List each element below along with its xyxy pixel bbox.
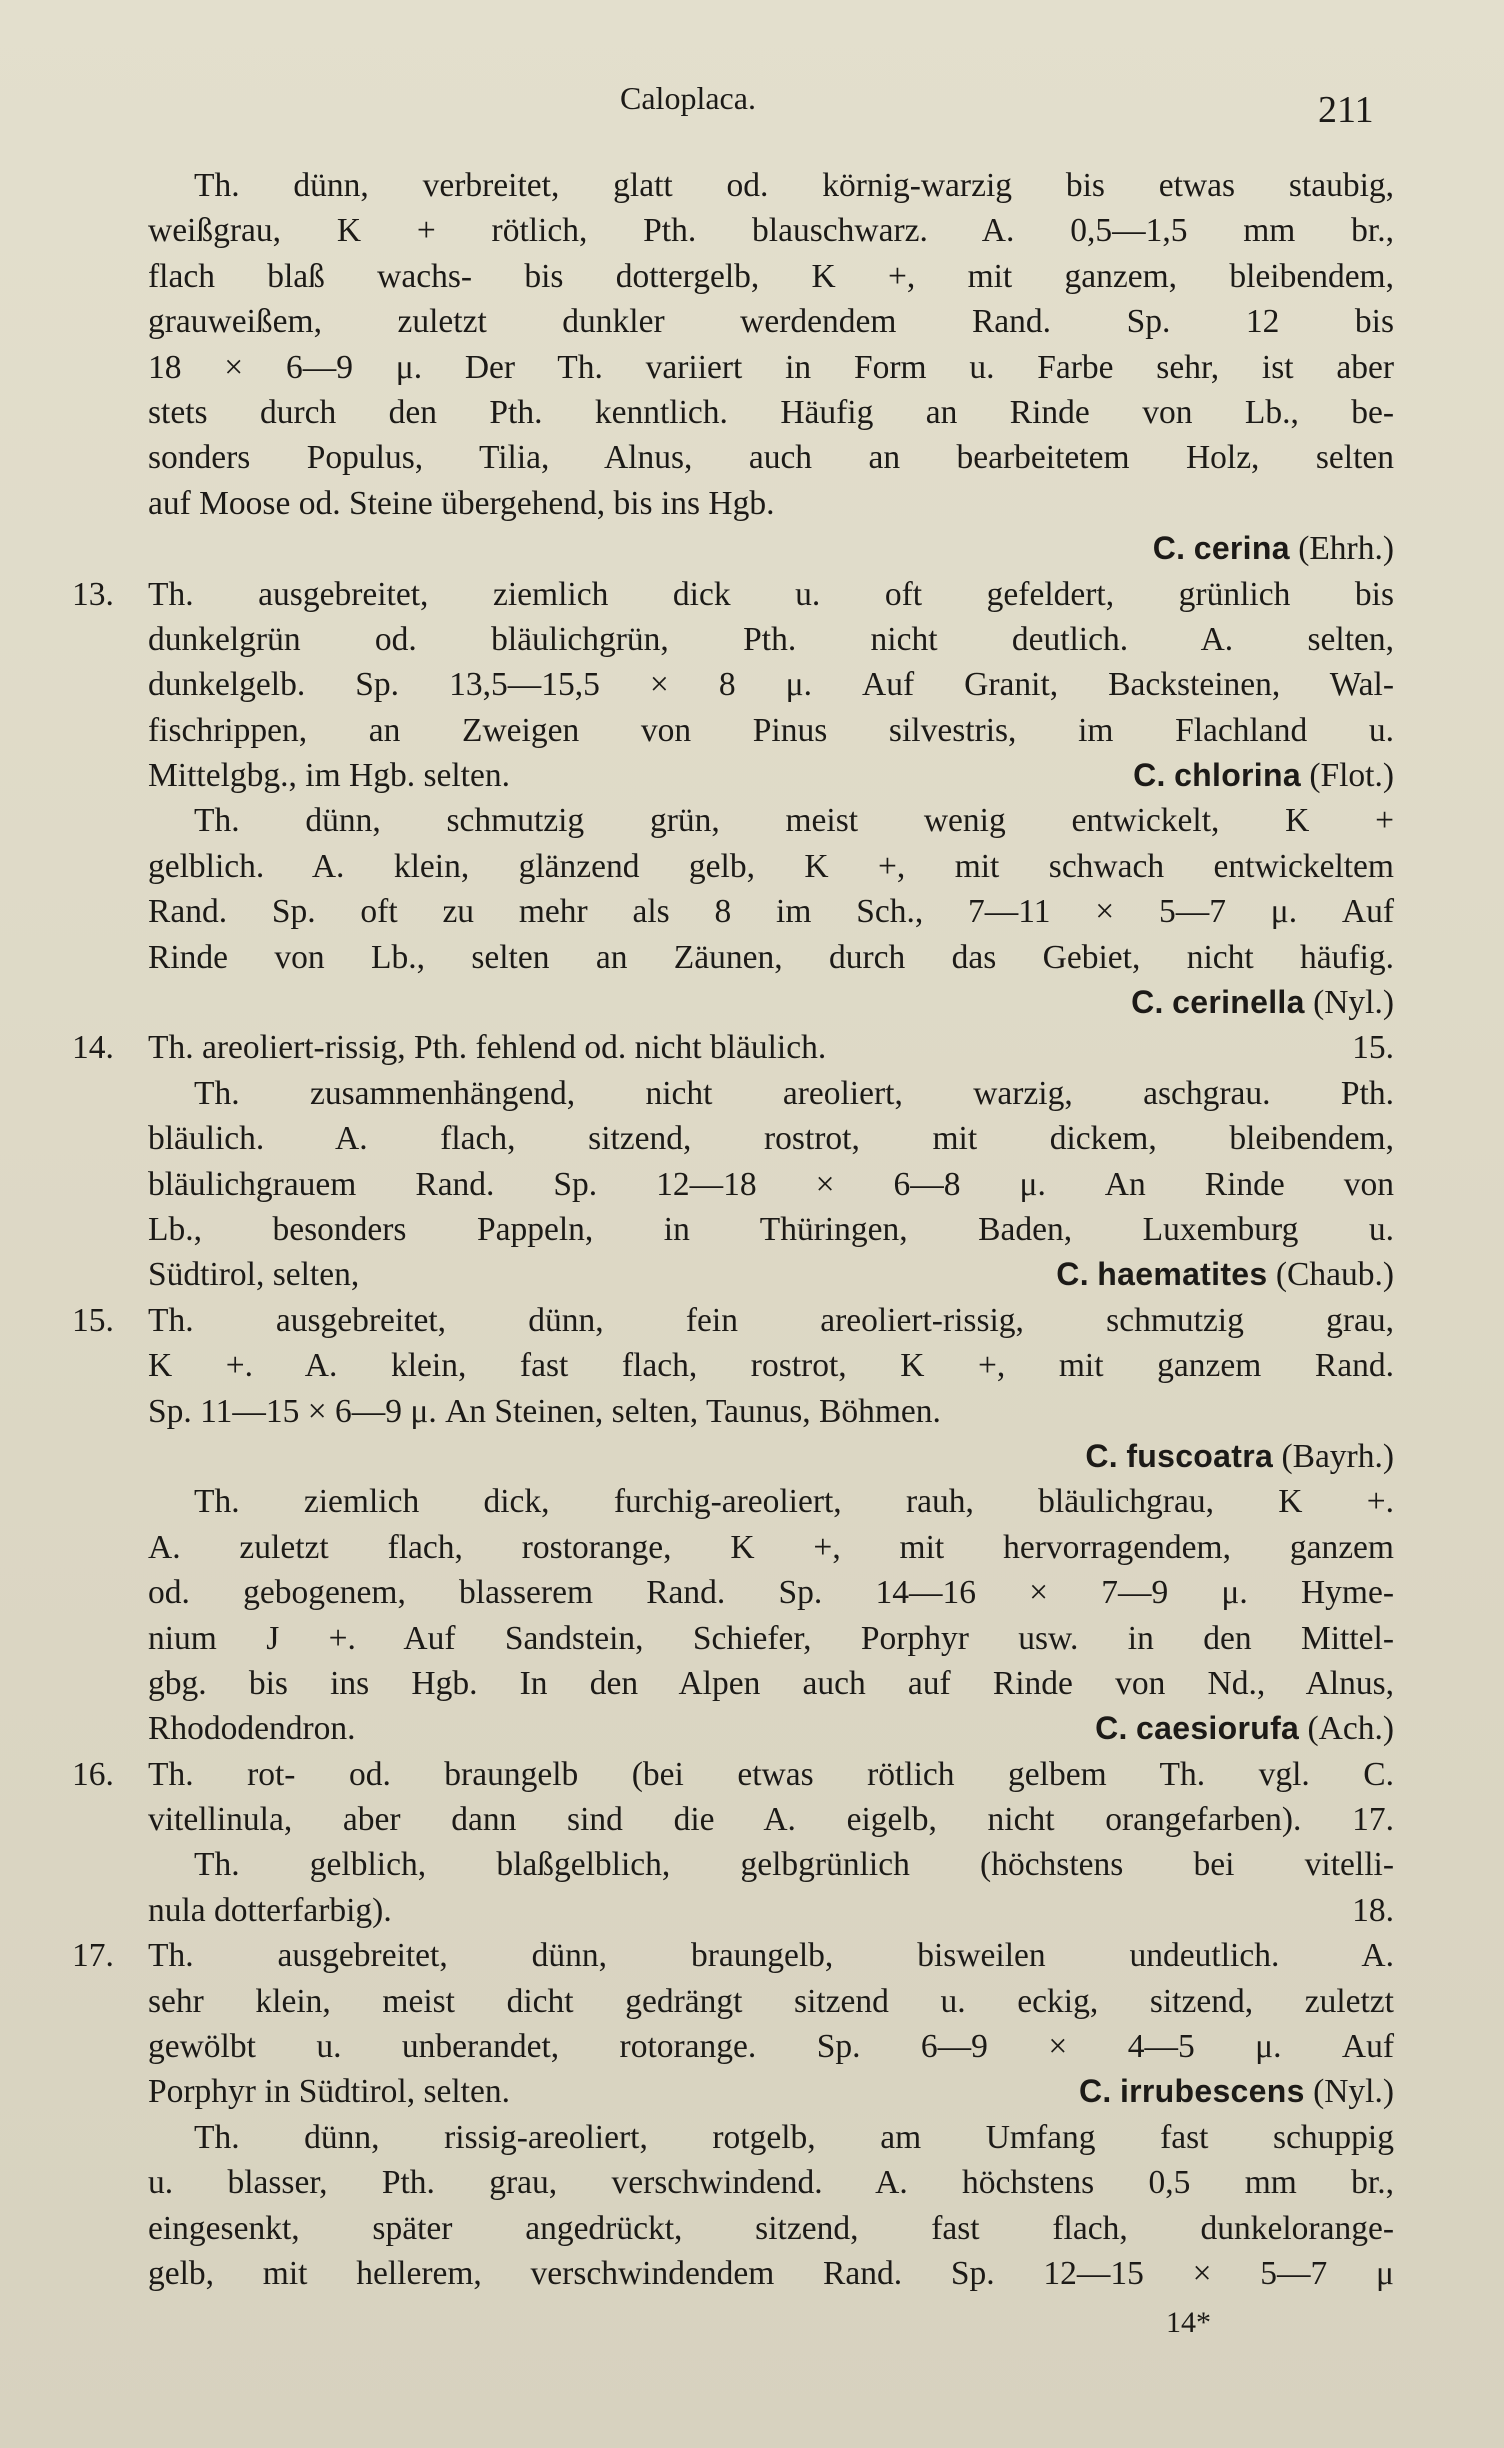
line-text: weißgrau, K + rötlich, Pth. blauschwarz. A. 0,5—1,5 mm br., bbox=[148, 212, 1394, 250]
text-line bbox=[40, 844, 1450, 889]
text-line bbox=[40, 708, 1450, 753]
line-text: Südtirol, selten, bbox=[148, 1256, 360, 1294]
text-line bbox=[40, 1933, 1450, 1978]
line-text: eingesenkt, später angedrückt, sitzend, fast flach, dunkelorange- bbox=[148, 2209, 1394, 2247]
key-lead-target: 18. bbox=[1352, 1891, 1394, 1929]
species-author: (Ehrh.) bbox=[1298, 530, 1394, 568]
species-name bbox=[1085, 1434, 1394, 1479]
species-author: (Flot.) bbox=[1309, 757, 1394, 795]
line-text: dunkelgrün od. bläulichgrün, Pth. nicht deutlich. A. selten, bbox=[148, 620, 1394, 658]
text-line bbox=[40, 1752, 1450, 1797]
line-text: Th. rot- od. braungelb (bei etwas rötlich gelbem Th. vgl. C. bbox=[148, 1755, 1394, 1793]
text-line bbox=[40, 1706, 1450, 1751]
running-header: Caloplaca. bbox=[620, 80, 756, 116]
line-text: gbg. bis ins Hgb. In den Alpen auch auf Rinde von Nd., Alnus, bbox=[148, 1664, 1394, 1702]
text-line bbox=[40, 208, 1450, 253]
text-line bbox=[40, 1434, 1450, 1479]
line-text: Porphyr in Südtirol, selten. bbox=[148, 2073, 510, 2111]
text-line bbox=[40, 1525, 1450, 1570]
line-text: Th. areoliert-rissig, Pth. fehlend od. nicht bläulich. bbox=[148, 1029, 827, 1067]
key-couplet-number: 14. bbox=[72, 1029, 114, 1067]
species-name bbox=[1079, 2069, 1394, 2114]
text-line bbox=[40, 1025, 1450, 1070]
species-name bbox=[1056, 1252, 1394, 1297]
text-line bbox=[40, 1343, 1450, 1388]
line-text: Th. dünn, verbreitet, glatt od. körnig-warzig bis etwas staubig, bbox=[194, 167, 1394, 204]
species-epithet: haematites bbox=[1097, 1256, 1268, 1293]
line-text: auf Moose od. Steine übergehend, bis ins Hgb. bbox=[148, 484, 775, 522]
line-text: gelblich. A. klein, glänzend gelb, K +, mit schwach entwickeltem bbox=[148, 847, 1394, 885]
text-line bbox=[40, 662, 1450, 707]
species-epithet: irrubescens bbox=[1119, 2073, 1305, 2110]
line-text: Lb., besonders Pappeln, in Thüringen, Baden, Luxemburg u. bbox=[148, 1210, 1394, 1248]
genus-abbrev: C. bbox=[1085, 1437, 1118, 1474]
line-text: Th. ausgebreitet, dünn, braungelb, bisweilen undeutlich. A. bbox=[148, 1937, 1394, 1975]
line-text: nium J +. Auf Sandstein, Schiefer, Porphyr usw. in den Mittel- bbox=[148, 1619, 1394, 1657]
key-couplet-number: 17. bbox=[72, 1937, 114, 1975]
species-name bbox=[1131, 980, 1394, 1025]
text-line bbox=[40, 163, 1450, 208]
text-line bbox=[40, 1298, 1450, 1343]
line-text: bläulichgrauem Rand. Sp. 12—18 × 6—8 μ. An Rinde von bbox=[148, 1165, 1394, 1203]
line-text: vitellinula, aber dann sind die A. eigelb, nicht orangefarben). 17. bbox=[148, 1801, 1394, 1839]
text-line bbox=[40, 1252, 1450, 1297]
text-line bbox=[40, 435, 1450, 480]
line-text: gelb, mit hellerem, verschwindendem Rand. Sp. 12—15 × 5—7 μ bbox=[148, 2254, 1394, 2292]
text-line bbox=[40, 1570, 1450, 1615]
text-line bbox=[40, 1116, 1450, 1161]
line-text: Th. gelblich, blaßgelblich, gelbgrünlich (höchstens bei vitelli- bbox=[194, 1846, 1394, 1884]
key-couplet-number: 13. bbox=[72, 575, 114, 613]
text-line bbox=[40, 1888, 1450, 1933]
page-number: 211 bbox=[1318, 89, 1374, 131]
text-line bbox=[40, 2160, 1450, 2205]
species-author: (Nyl.) bbox=[1313, 984, 1394, 1022]
line-text: bläulich. A. flach, sitzend, rostrot, mit dickem, bleibendem, bbox=[148, 1120, 1394, 1158]
genus-abbrev: C. bbox=[1152, 530, 1186, 567]
line-text: sehr klein, meist dicht gedrängt sitzend u. eckig, sitzend, zuletzt bbox=[148, 1982, 1394, 2020]
line-text: Th. dünn, rissig-areoliert, rotgelb, am Umfang fast schuppig bbox=[194, 2118, 1394, 2156]
text-line bbox=[40, 1207, 1450, 1252]
key-couplet-number: 16. bbox=[72, 1755, 114, 1793]
text-line bbox=[40, 1842, 1450, 1887]
text-line bbox=[40, 1479, 1450, 1524]
text-line bbox=[40, 1979, 1450, 2024]
genus-abbrev: C. bbox=[1131, 984, 1164, 1021]
text-line bbox=[40, 1797, 1450, 1842]
species-epithet: cerinella bbox=[1172, 984, 1305, 1021]
text-line bbox=[40, 798, 1450, 843]
text-line bbox=[40, 2206, 1450, 2251]
line-text: Rand. Sp. oft zu mehr als 8 im Sch., 7—11 × 5—7 μ. Auf bbox=[148, 893, 1394, 931]
text-line bbox=[40, 254, 1450, 299]
text-line bbox=[40, 1661, 1450, 1706]
line-text: Th. ausgebreitet, ziemlich dick u. oft gefeldert, grünlich bis bbox=[148, 575, 1394, 613]
text-line bbox=[40, 980, 1450, 1025]
key-lead-target: 15. bbox=[1352, 1029, 1394, 1067]
species-epithet: cerina bbox=[1193, 530, 1290, 567]
species-author: (Nyl.) bbox=[1313, 2073, 1394, 2111]
line-text: nula dotterfarbig). bbox=[148, 1891, 392, 1929]
line-text: Rhododendron. bbox=[148, 1710, 356, 1748]
species-epithet: chlorina bbox=[1174, 757, 1301, 794]
key-couplet-number: 15. bbox=[72, 1301, 114, 1339]
text-line bbox=[40, 1162, 1450, 1207]
text-line bbox=[40, 2251, 1450, 2296]
species-name bbox=[1153, 526, 1394, 571]
species-epithet: caesiorufa bbox=[1136, 1710, 1300, 1747]
line-text: stets durch den Pth. kenntlich. Häufig an Rinde von Lb., be- bbox=[148, 393, 1394, 431]
text-line bbox=[40, 526, 1450, 571]
line-text: Th. zusammenhängend, nicht areoliert, warzig, aschgrau. Pth. bbox=[194, 1074, 1394, 1112]
key-text-body bbox=[40, 163, 1450, 2296]
text-line bbox=[40, 2024, 1450, 2069]
text-line bbox=[40, 345, 1450, 390]
text-line bbox=[40, 572, 1450, 617]
species-author: (Bayrh.) bbox=[1281, 1437, 1394, 1475]
line-text: A. zuletzt flach, rostorange, K +, mit hervorragendem, ganzem bbox=[148, 1528, 1394, 1566]
text-line bbox=[40, 1389, 1450, 1434]
line-text: fischrippen, an Zweigen von Pinus silvestris, im Flachland u. bbox=[148, 711, 1394, 749]
line-text: dunkelgelb. Sp. 13,5—15,5 × 8 μ. Auf Granit, Backsteinen, Wal- bbox=[148, 666, 1394, 704]
text-line bbox=[40, 889, 1450, 934]
line-text: sonders Populus, Tilia, Alnus, auch an bearbeitetem Holz, selten bbox=[148, 439, 1394, 477]
line-text: 18 × 6—9 μ. Der Th. variiert in Form u. Farbe sehr, ist aber bbox=[148, 348, 1394, 386]
species-author: (Ach.) bbox=[1307, 1710, 1394, 1748]
line-text: Sp. 11—15 × 6—9 μ. An Steinen, selten, Taunus, Böhmen. bbox=[148, 1392, 941, 1430]
line-text: Th. dünn, schmutzig grün, meist wenig entwickelt, K + bbox=[194, 802, 1394, 840]
text-line bbox=[40, 935, 1450, 980]
line-text: od. gebogenem, blasserem Rand. Sp. 14—16 × 7—9 μ. Hyme- bbox=[148, 1574, 1394, 1612]
species-author: (Chaub.) bbox=[1275, 1256, 1394, 1294]
printer-signature-mark: 14* bbox=[1166, 2306, 1211, 2339]
line-text: Rinde von Lb., selten an Zäunen, durch das Gebiet, nicht häufig. bbox=[148, 938, 1394, 976]
species-name bbox=[1133, 753, 1394, 798]
line-text: grauweißem, zuletzt dunkler werdendem Rand. Sp. 12 bis bbox=[148, 303, 1394, 341]
species-epithet: fuscoatra bbox=[1126, 1437, 1274, 1474]
genus-abbrev: C. bbox=[1133, 757, 1166, 794]
line-text: Th. ausgebreitet, dünn, fein areoliert-rissig, schmutzig grau, bbox=[148, 1301, 1394, 1339]
text-line bbox=[40, 481, 1450, 526]
text-line bbox=[40, 2115, 1450, 2160]
text-line bbox=[40, 2069, 1450, 2114]
genus-abbrev: C. bbox=[1095, 1710, 1128, 1747]
line-text: flach blaß wachs- bis dottergelb, K +, mit ganzem, bleibendem, bbox=[148, 257, 1394, 295]
text-line bbox=[40, 390, 1450, 435]
genus-abbrev: C. bbox=[1056, 1256, 1089, 1293]
text-line bbox=[40, 299, 1450, 344]
text-line bbox=[40, 617, 1450, 662]
text-line bbox=[40, 1071, 1450, 1116]
text-line bbox=[40, 753, 1450, 798]
line-text: K +. A. klein, fast flach, rostrot, K +, mit ganzem Rand. bbox=[148, 1347, 1394, 1385]
genus-abbrev: C. bbox=[1078, 2073, 1112, 2110]
species-name bbox=[1095, 1706, 1394, 1751]
line-text: Th. ziemlich dick, furchig-areoliert, rauh, bläulichgrau, K +. bbox=[194, 1483, 1394, 1521]
line-text: Mittelgbg., im Hgb. selten. bbox=[148, 757, 510, 795]
text-line bbox=[40, 1616, 1450, 1661]
line-text: u. blasser, Pth. grau, verschwindend. A. höchstens 0,5 mm br., bbox=[148, 2164, 1394, 2202]
line-text: gewölbt u. unberandet, rotorange. Sp. 6—9 × 4—5 μ. Auf bbox=[148, 2028, 1394, 2066]
